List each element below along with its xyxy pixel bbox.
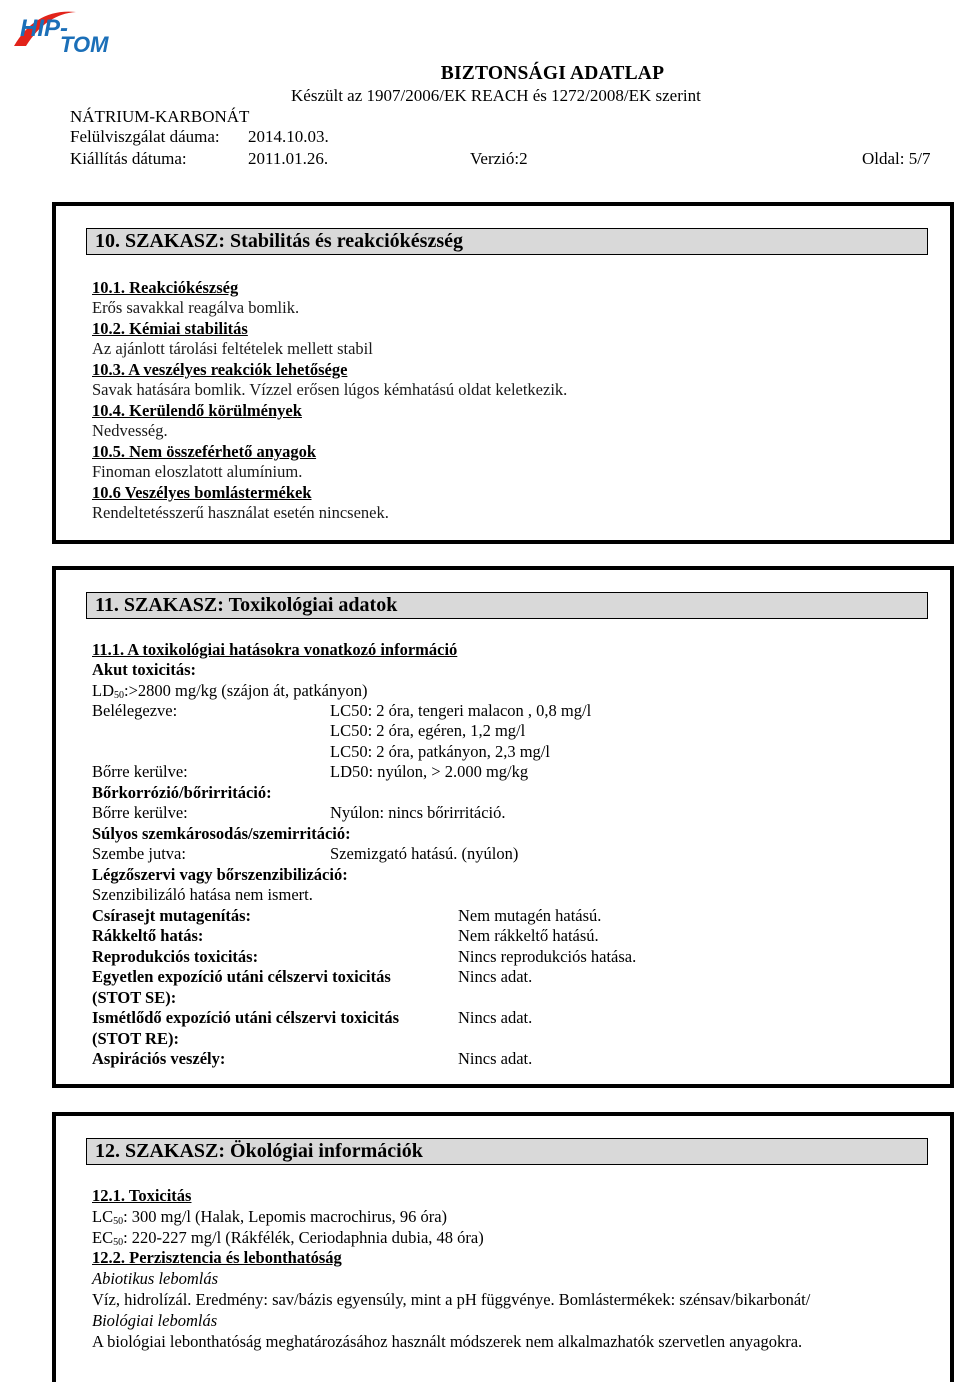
section-12 [52,1112,954,1382]
subsection-heading: 10.3. A veszélyes reakciók lehetősége [92,360,348,379]
biotic-text: A biológiai lebonthatóság meghatározásához használt módszerek nem alkalmazhatók szervetlen anyagokra. [92,1332,803,1351]
subsection-text: Savak hatására bomlik. Vízzel erősen lúgos kémhatású oldat keletkezik. [92,380,568,399]
ld50-line [92,681,367,701]
company-logo [6,6,118,56]
corrosion-label: Bőrkorrózió/bőrirritáció: [92,783,272,802]
tox-row-value: Nincs adat. [458,967,533,986]
section-title: 10. SZAKASZ: Stabilitás és reakciókészség [86,228,928,255]
ld-text: :>2800 mg/kg (szájon át, patkányon) [124,681,368,700]
ec-sub: 50 [113,1237,124,1248]
inhalation-label: Belélegezve: [92,701,178,720]
document-subtitle: Készült az 1907/2006/EK REACH és 1272/2008/EK szerint [291,86,701,105]
issue-label: Kiállítás dátuma: [70,149,187,168]
ec-prefix: EC [92,1228,114,1247]
tox-row-label: Ismétlődő expozíció utáni célszervi toxicitás [92,1008,400,1027]
section-10 [52,202,954,544]
tox-row-label: Aspirációs veszély: [92,1049,226,1068]
tox-row-label: Csírasejt mutagenítás: [92,906,252,925]
page-number: Oldal: 5/7 [862,149,931,168]
subsection-text: Erős savakkal reagálva bomlik. [92,298,300,317]
abiotic-label: Abiotikus lebomlás [92,1269,219,1288]
ec50-line [92,1228,484,1248]
revision-label: Felülviszgálat dáuma: [70,127,220,146]
section-11 [52,566,954,1088]
svg-text:HIP-: HIP- [20,15,68,42]
subsection-heading: 10.2. Kémiai stabilitás [92,319,248,338]
tox-row-label: Rákkeltő hatás: [92,926,204,945]
subsection-text: Rendeltetésszerű használat esetén nincsenek. [92,503,389,522]
inhalation-value: LC50: 2 óra, egéren, 1,2 mg/l [330,721,526,740]
tox-row-value: Nem mutagén hatású. [458,906,602,925]
ec-text: : 220-227 mg/l (Rákfélék, Ceriodaphnia dubia, 48 óra) [123,1228,484,1247]
revision-date: 2014.10.03. [248,127,329,146]
corrosion-sub-label: Bőrre kerülve: [92,803,188,822]
tox-row-label-cont: (STOT RE): [92,1029,179,1048]
document-title: BIZTONSÁGI ADATLAP [440,63,665,84]
subsection-heading: 10.6 Veszélyes bomlástermékek [92,483,312,502]
lc-text: : 300 mg/l (Halak, Lepomis macrochirus, 96 óra) [123,1207,448,1226]
lc50-line [92,1207,447,1227]
subsection-heading: 11.1. A toxikológiai hatásokra vonatkozó információ [92,640,458,659]
version: Verzió:2 [470,149,528,168]
tox-row-value: Nincs reprodukciós hatása. [458,947,637,966]
tox-row-value: Nincs adat. [458,1008,533,1027]
inhalation-value: LC50: 2 óra, tengeri malacon , 0,8 mg/l [330,701,592,720]
subsection-text: Az ajánlott tárolási feltételek mellett stabil [92,339,373,358]
abiotic-text: Víz, hidrolízál. Eredmény: sav/bázis egyensúly, mint a pH függvénye. Bomlástermékek: szénsav/bikarbonát/ [92,1290,811,1309]
subsection-heading: 12.2. Perzisztencia és lebonthatóság [92,1248,342,1267]
ld-prefix: LD [92,681,114,700]
lc-prefix: LC [92,1207,114,1226]
subsection-heading: 10.5. Nem összeférhető anyagok [92,442,317,461]
eye-sub-label: Szembe jutva: [92,844,186,863]
eye-value: Szemizgató hatású. (nyúlon) [330,844,519,863]
svg-text:TOM: TOM [60,32,109,56]
section-title: 11. SZAKASZ: Toxikológiai adatok [86,592,928,619]
corrosion-value: Nyúlon: nincs bőrirritáció. [330,803,506,822]
resp-value: Szenzibilizáló hatása nem ismert. [92,885,313,904]
product-name: NÁTRIUM-KARBONÁT [70,107,250,126]
tox-row-label: Reprodukciós toxicitás: [92,947,259,966]
tox-row-value: Nincs adat. [458,1049,533,1068]
skin-value: LD50: nyúlon, > 2.000 mg/kg [330,762,529,781]
acute-toxicity-label: Akut toxicitás: [92,660,197,679]
eye-label: Súlyos szemkárosodás/szemirritáció: [92,824,351,843]
issue-date: 2011.01.26. [248,149,329,168]
inhalation-value: LC50: 2 óra, patkányon, 2,3 mg/l [330,742,550,761]
subsection-text: Nedvesség. [92,421,168,440]
subsection-text: Finoman eloszlatott alumínium. [92,462,303,481]
biotic-label: Biológiai lebomlás [92,1311,218,1330]
subsection-heading: 12.1. Toxicitás [92,1186,192,1205]
section-title: 12. SZAKASZ: Ökológiai információk [86,1138,928,1165]
tox-row-value: Nem rákkeltő hatású. [458,926,599,945]
ld-sub: 50 [114,690,124,701]
subsection-heading: 10.1. Reakciókészség [92,278,239,297]
tox-row-label-cont: (STOT SE): [92,988,177,1007]
tox-row-label: Egyetlen expozíció utáni célszervi toxicitás [92,967,391,986]
subsection-heading: 10.4. Kerülendő körülmények [92,401,302,420]
skin-label: Bőrre kerülve: [92,762,188,781]
resp-label: Légzőszervi vagy bőrszenzibilizáció: [92,865,348,884]
lc-sub: 50 [113,1216,124,1227]
